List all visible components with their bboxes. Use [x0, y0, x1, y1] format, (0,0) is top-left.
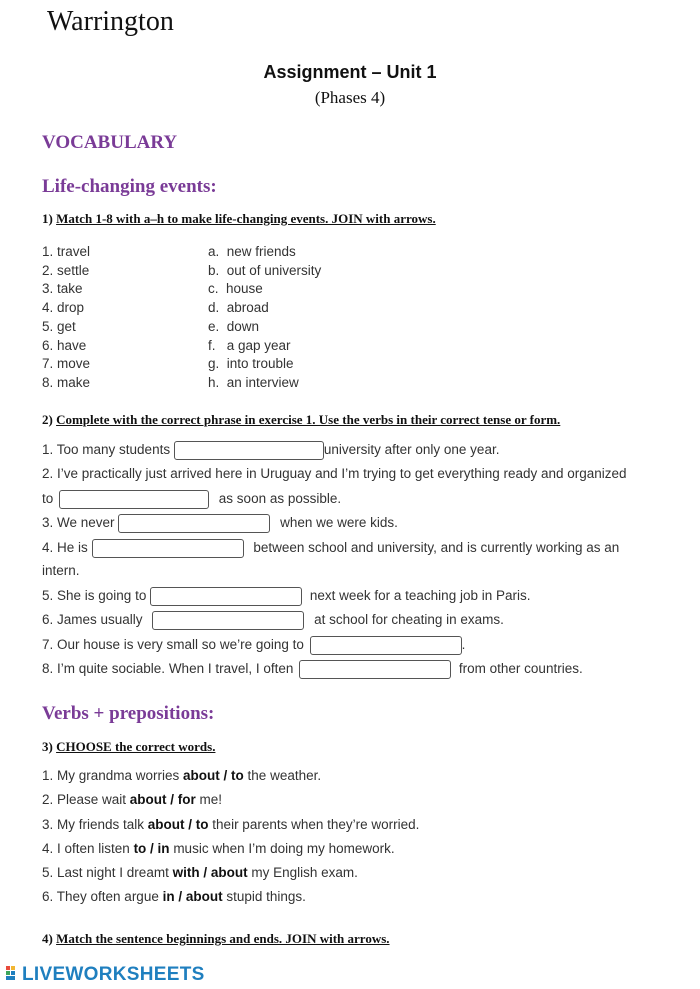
answer-input[interactable]: [299, 660, 451, 679]
gap-fill-line-3: [42, 514, 398, 533]
list-item[interactable]: 4. drop: [42, 300, 85, 316]
choice-pre: 2. Please wait: [42, 792, 130, 807]
choice-item-3: [42, 817, 419, 832]
gap-fill-line-1: [42, 441, 499, 460]
list-item[interactable]: h. an interview: [208, 374, 299, 390]
sentence-text: 2. I’ve practically just arrived here in Uruguay and I’m trying to get everything ready and organized: [42, 466, 627, 481]
choice-pre: 6. They often argue: [42, 889, 163, 904]
choice-post: music when I’m doing my homework.: [169, 841, 395, 856]
list-item[interactable]: f. a gap year: [208, 337, 291, 353]
gap-fill-line-5: [42, 587, 530, 606]
list-item[interactable]: a. new friends: [208, 244, 296, 259]
exercise-1-instruction: [42, 211, 436, 227]
gap-fill-line-4: [42, 539, 619, 558]
answer-input[interactable]: [59, 490, 209, 509]
instruction-text: Match 1-8 with a–h to make life-changing events. JOIN with arrows.: [56, 211, 436, 226]
choice-item-1: [42, 768, 321, 783]
gap-fill-line-4-cont: [42, 563, 80, 578]
choice-post: their parents when they’re worried.: [208, 817, 420, 832]
gap-fill-line-8: [42, 660, 583, 679]
answer-input[interactable]: [118, 514, 270, 533]
instruction-text: Match the sentence beginnings and ends. JOIN with arrows.: [56, 931, 390, 946]
sentence-start: 6. James usually: [42, 612, 143, 628]
choice-item-6: [42, 889, 306, 904]
choice-item-2: [42, 792, 222, 807]
choice-post: the weather.: [243, 768, 322, 783]
sentence-end: .: [461, 637, 466, 653]
choice-pre: 4. I often listen: [42, 841, 134, 856]
list-item[interactable]: c. house: [208, 281, 263, 297]
choice-pre: 1. My grandma worries: [42, 768, 184, 783]
sentence-start: 1. Too many students: [42, 442, 171, 458]
exercise-4-instruction: [42, 931, 390, 947]
sentence-start: to: [42, 491, 54, 507]
heading-life-changing-events: Life-changing events:: [42, 176, 217, 197]
list-item[interactable]: 6. have: [42, 337, 87, 353]
sentence-start: 3. We never: [42, 515, 115, 531]
choice-pre: 5. Last night I dreamt: [42, 865, 173, 880]
sentence-start: 4. He is: [42, 540, 88, 556]
sentence-start: 8. I’m quite sociable. When I travel, I often: [42, 661, 294, 677]
section-title-vocabulary: VOCABULARY: [42, 132, 178, 153]
sentence-end: between school and university, and is currently working as an: [253, 540, 620, 556]
sentence-start: 7. Our house is very small so we’re going to: [42, 637, 304, 653]
match-list-right: [208, 243, 321, 393]
exercise-2-instruction: [42, 412, 560, 428]
choice-options[interactable]: in / about: [162, 889, 223, 904]
gap-fill-line-6: [42, 611, 504, 630]
sentence-end: at school for cheating in exams.: [314, 612, 504, 628]
sentence-start: 5. She is going to: [42, 588, 147, 604]
answer-input[interactable]: [150, 587, 302, 606]
choice-options[interactable]: to / in: [133, 841, 170, 856]
sentence-text: intern.: [42, 563, 80, 578]
sentence-end: university after only one year.: [323, 442, 500, 458]
instruction-text: Complete with the correct phrase in exercise 1. Use the verbs in their correct tense or form.: [56, 412, 561, 427]
choice-post: my English exam.: [247, 865, 358, 880]
choice-post: me!: [195, 792, 223, 807]
choice-options[interactable]: about / for: [129, 792, 196, 807]
sentence-end: next week for a teaching job in Paris.: [309, 588, 531, 604]
answer-input[interactable]: [174, 441, 324, 460]
heading-verbs-prepositions: Verbs + prepositions:: [42, 703, 215, 724]
exercise-number: 2): [42, 412, 53, 427]
list-item[interactable]: 2. settle: [42, 262, 90, 278]
list-item[interactable]: b. out of university: [208, 262, 322, 278]
gap-fill-line-2: [42, 466, 627, 481]
answer-input[interactable]: [152, 611, 304, 630]
exercise-3-instruction: [42, 739, 215, 755]
liveworksheets-footer[interactable]: [6, 964, 205, 986]
page-title: Assignment – Unit 1: [263, 62, 437, 82]
gap-fill-line-2-cont: [42, 490, 341, 509]
exercise-number: 3): [42, 739, 53, 754]
instruction-text: CHOOSE the correct words.: [56, 739, 216, 754]
choice-options[interactable]: with / about: [172, 865, 248, 880]
answer-input[interactable]: [310, 636, 462, 655]
school-name: Warrington: [47, 6, 174, 37]
choice-item-4: [42, 841, 395, 856]
list-item[interactable]: g. into trouble: [208, 356, 294, 372]
list-item[interactable]: 1. travel: [42, 244, 91, 259]
list-item[interactable]: 7. move: [42, 356, 91, 372]
sentence-end: from other countries.: [458, 661, 583, 677]
choice-pre: 3. My friends talk: [42, 817, 148, 832]
answer-input[interactable]: [92, 539, 244, 558]
page-subtitle: (Phases 4): [314, 88, 386, 107]
list-item[interactable]: e. down: [208, 318, 260, 334]
choice-post: stupid things.: [222, 889, 306, 904]
list-item[interactable]: 3. take: [42, 281, 83, 297]
list-item[interactable]: 5. get: [42, 318, 76, 334]
list-item[interactable]: 8. make: [42, 374, 91, 390]
list-item[interactable]: d. abroad: [208, 300, 269, 316]
choice-options[interactable]: about / to: [147, 817, 209, 832]
footer-brand: LIVEWORKSHEETS: [22, 964, 205, 985]
choice-options[interactable]: about / to: [183, 768, 244, 783]
gap-fill-line-7: [42, 636, 465, 655]
liveworksheets-logo-icon: [6, 964, 20, 982]
sentence-end: as soon as possible.: [218, 491, 342, 507]
choice-item-5: [42, 865, 358, 880]
sentence-end: when we were kids.: [280, 515, 398, 531]
exercise-number: 1): [42, 211, 53, 226]
match-list-left: [42, 243, 90, 393]
exercise-number: 4): [42, 931, 53, 946]
